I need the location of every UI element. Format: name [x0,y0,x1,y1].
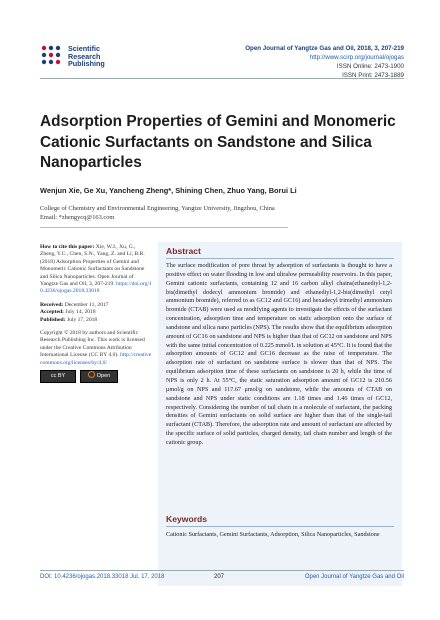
cc-by-badge[interactable]: cc BY [40,370,76,383]
article-authors: Wenjun Xie, Ge Xu, Yancheng Zheng*, Shining Chen, Zhuo Yang, Borui Li [40,186,297,195]
page-number: 207 [214,574,225,580]
header-divider [40,78,404,79]
article-title: Adsorption Properties of Gemini and Monomeric Cationic Surfactants on Sandstone and Silica Nanoparticles [40,113,396,171]
publisher-logo [40,44,170,70]
abstract-heading: Abstract [166,246,201,256]
article-sidebar [40,244,152,391]
journal-citation: Open Journal of Yangtze Gas and Oil, 2018, 3, 207-219 [245,45,404,52]
dates-block [40,302,152,324]
received-date: December 11, 2017 [64,301,109,308]
publisher-name-line3: Publishing [68,59,105,69]
published-label: Published: [40,316,66,323]
open-access-label: Open Access [90,373,111,391]
journal-url-link[interactable]: http://www.scirp.org/journal/ojogas [309,54,404,61]
cite-text: Xie, W.J., Xu, G., Zheng, Y.C., Chen, S.N., Yang, Z. and Li, B.R. (2018) Adsorption Properties of Gemini and Monomeric Cationic Surfactants on Sandstone and Silica Nanoparticles. Open Journal of Yangtze Gas and Oil, 3, 207-219. [40,244,145,288]
received-label: Received: [40,301,64,308]
affiliation-divider [40,227,288,228]
affiliation: College of Chemistry and Environmental Engineering, Yangtze University, Jingzhou, China [40,205,275,212]
issn-print: ISSN Print: 2473-1889 [342,72,404,79]
footer-doi: DOI: 10.4236/ojogas.2018.33018 Jul. 17, 2018 [40,574,165,580]
publisher-name-line2: Research [68,51,101,61]
open-access-badge[interactable] [80,370,118,391]
footer-journal: Open Journal of Yangtze Gas and Oil [304,574,404,580]
cite-label: How to cite this paper: [40,244,95,250]
copyright-text: Copyright © 2018 by authors and Scientific Research Publishing Inc. This work is licensed under the Creative Commons Attribution International License (CC BY 4.0). [40,330,145,359]
accepted-label: Accepted: [40,309,64,316]
publisher-name-line1: Scientific [68,44,100,53]
corresponding-email: Email: *zhengycq@163.com [40,214,115,221]
footer-divider [40,570,404,571]
open-lock-icon [88,371,95,378]
accepted-date: July 14, 2018 [65,309,96,316]
copyright-block [40,330,152,391]
issn-online: ISSN Online: 2473-1900 [336,63,404,70]
keywords-text: Cationic Surfactants, Gemini Surfactants, Adsorption, Silica Nanoparticles, Sandstone [166,531,380,538]
keywords-heading: Keywords [166,514,208,524]
cite-doi-link[interactable]: https://doi.org/10.4236/ojogas.2018.33018 [40,281,152,295]
license-link[interactable]: http://creativecommons.org/licenses/by/4.0/ [40,352,152,366]
keywords-divider [166,526,394,527]
published-date: July 17, 2018 [66,316,98,323]
scirp-logo-icon [40,44,62,66]
citation-block [40,244,152,296]
abstract-divider [166,258,394,259]
license-badges [40,370,152,391]
affiliation-block [40,204,410,222]
abstract-text: The surface modification of pore throat by adsorption of surfactants is thought to have a positive effect on water flooding in low and ultralow permeability reservoirs. In this paper, Gemini cationic surfactants, containing 12 and 16 carbon alkyl chains(ethanediyl-1,2-bis(dimethyl dodecyl ammonium bromide) and ethanediyl-1,2-bis(dimethyl cetyl ammonium bromide), referred to as GC12 and GC16) and hexadecyl trimethyl ammonium bromide (CTAB) were used as modifying agents to investigate the effects of the surfactant concentration, adsorption time and temperature on static adsorption onto the surface of sandstone and silica nano particles (NPS). The results show that the equilibrium adsorption amount of GC16 on sandstone and NPS is higher than that of GC12 on sandstone and NPS with the same initial concentration of 0.225 mmol/L in solution at 45°C. It is found that the adsorption amounts of GC12 and GC16 decrease as the raise of temperature. The adsorption rate of surfactant on sandstone surface is slower than that of NPS. The equilibrium adsorption time of these surfactants on sandstone is 20 h, while the time of NPS is only 2 h. At 55°C, the static saturation adsorption amount of GC12 is 210.56 μmol/g on NPS and 117.67 μmol/g on sandstone, while the amounts of CTAB on sandstone and NPS under static conditions are 1.18 times and 1.46 times of GC12, respectively. Considering the number of tail chain in a molecule of surfactant, the packing densities of Gemini surfactants on solid surface are higher than that of the single-tail surfactant (CTAB). Therefore, the adsorption rate and amount of surfactant are affected by the specific surface of solid particles, charged density, tail chain number and length of the cationic group. [166,262,392,446]
journal-info [245,44,404,80]
